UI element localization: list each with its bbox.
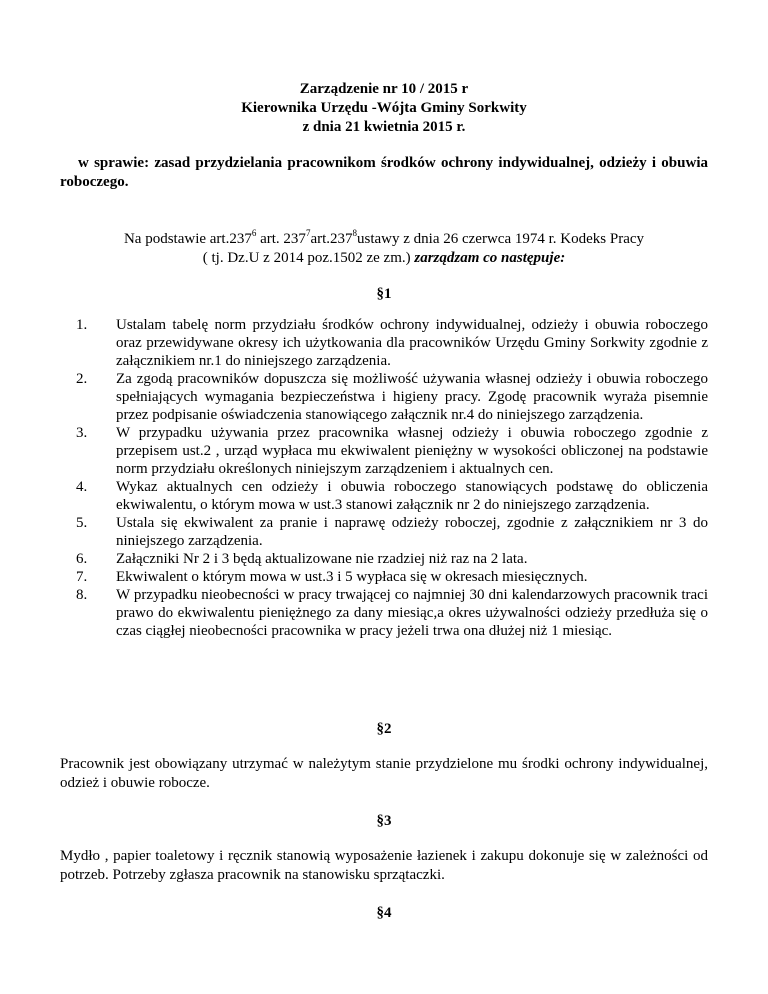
basis-sup-3: 8 [352, 228, 358, 238]
header-line-2: Kierownika Urzędu -Wójta Gminy Sorkwity [241, 100, 527, 116]
section-2-heading: §2 [376, 721, 392, 737]
basis-part-4: ustawy z dnia 26 czerwca 1974 r. Kodeks Pracy [357, 231, 645, 247]
basis-emphasis: zarządzam co następuje: [414, 250, 566, 266]
list-item: 8. W przypadku nieobecności w pracy trwającej co najmniej 30 dni kalendarzowych pracownik traci prawo do ekwiwalentu pieniężnego za dany miesiąc,a okres używalności odzieży przedłuża się o czas ciągłej nieobecności pracownika w pracy jeżeli trwa ona dłużej niż 1 miesiąc. [76, 587, 708, 639]
basis-part-3: art.237 [310, 231, 353, 247]
list-item: 6. Załączniki Nr 2 i 3 będą aktualizowane nie rzadziej niż raz na 2 lata. [76, 551, 528, 567]
basis-sup-2: 7 [305, 228, 311, 238]
list-item: 4. Wykaz aktualnych cen odzieży i obuwia roboczego stanowiących podstawę do obliczenia ekwiwalentu, o którym mowa w ust.3 stanowi załącznik nr 2 do niniejszego zarządzenia. [76, 479, 708, 513]
section-1-heading: §1 [376, 286, 392, 302]
list-item: 2. Za zgodą pracowników dopuszcza się możliwość używania własnej odzieży i obuwia roboczego spełniających wymagania bezpieczeństwa i higieny pracy. Zgodę pracownik wyraża pisemnie przez podpisanie oświadczenia stanowiącego załącznik nr.4 do niniejszego zarządzenia. [76, 371, 708, 423]
section-2-text: Pracownik jest obowiązany utrzymać w należytym stanie przydzielone mu środki ochrony indywidualnej, odzież i obuwie robocze. [60, 756, 708, 791]
section-3-heading: §3 [376, 813, 392, 829]
subject-text: w sprawie: zasad przydzielania pracownikom środków ochrony indywidualnej, odzieży i obuwia roboczego. [60, 155, 708, 190]
header-line-1: Zarządzenie nr 10 / 2015 r [299, 81, 469, 97]
basis-part-1: Na podstawie art.237 [123, 231, 252, 247]
header-line-3: z dnia 21 kwietnia 2015 r. [302, 119, 466, 135]
list-item: 3. W przypadku używania przez pracownika własnej odzieży i obuwia roboczego zgodnie z przepisem ust.2 , urząd wypłaca mu ekwiwalent pieniężny w wysokości obliczonej na podstawie norm przydziału określonych niniejszym zarządzeniem i aktualnych cen. [76, 425, 708, 477]
document-header [60, 80, 708, 137]
basis-part-2: art. 237 [256, 231, 306, 247]
list-item: 7. Ekwiwalent o którym mowa w ust.3 i 5 wypłaca się w okresach miesięcznych. [76, 569, 588, 585]
basis-sup-1: 6 [251, 228, 257, 238]
basis-part-5: ( tj. Dz.U z 2014 poz.1502 ze zm.) [202, 250, 415, 266]
subject-line [60, 154, 708, 192]
legal-basis [60, 230, 708, 268]
list-item: 1. Ustalam tabelę norm przydziału środków ochrony indywidualnej, odzieży i obuwia roboczego oraz przewidywane okresy ich użytkowania dla pracowników Urzędu Gminy Sorkwity zgodnie z załącznikiem nr.1 do niniejszego zarządzenia. [76, 317, 708, 369]
list-item: 5. Ustala się ekwiwalent za pranie i naprawę odzieży roboczej, zgodnie z załącznikiem nr 3 do niniejszego zarządzenia. [76, 515, 708, 549]
section-3-text: Mydło , papier toaletowy i ręcznik stanowią wyposażenie łazienek i zakupu dokonuje się w zależności od potrzeb. Potrzeby zgłasza pracownik na stanowisku sprzątaczki. [60, 848, 708, 883]
section-4-heading: §4 [376, 905, 392, 921]
section-1-list [76, 316, 708, 640]
